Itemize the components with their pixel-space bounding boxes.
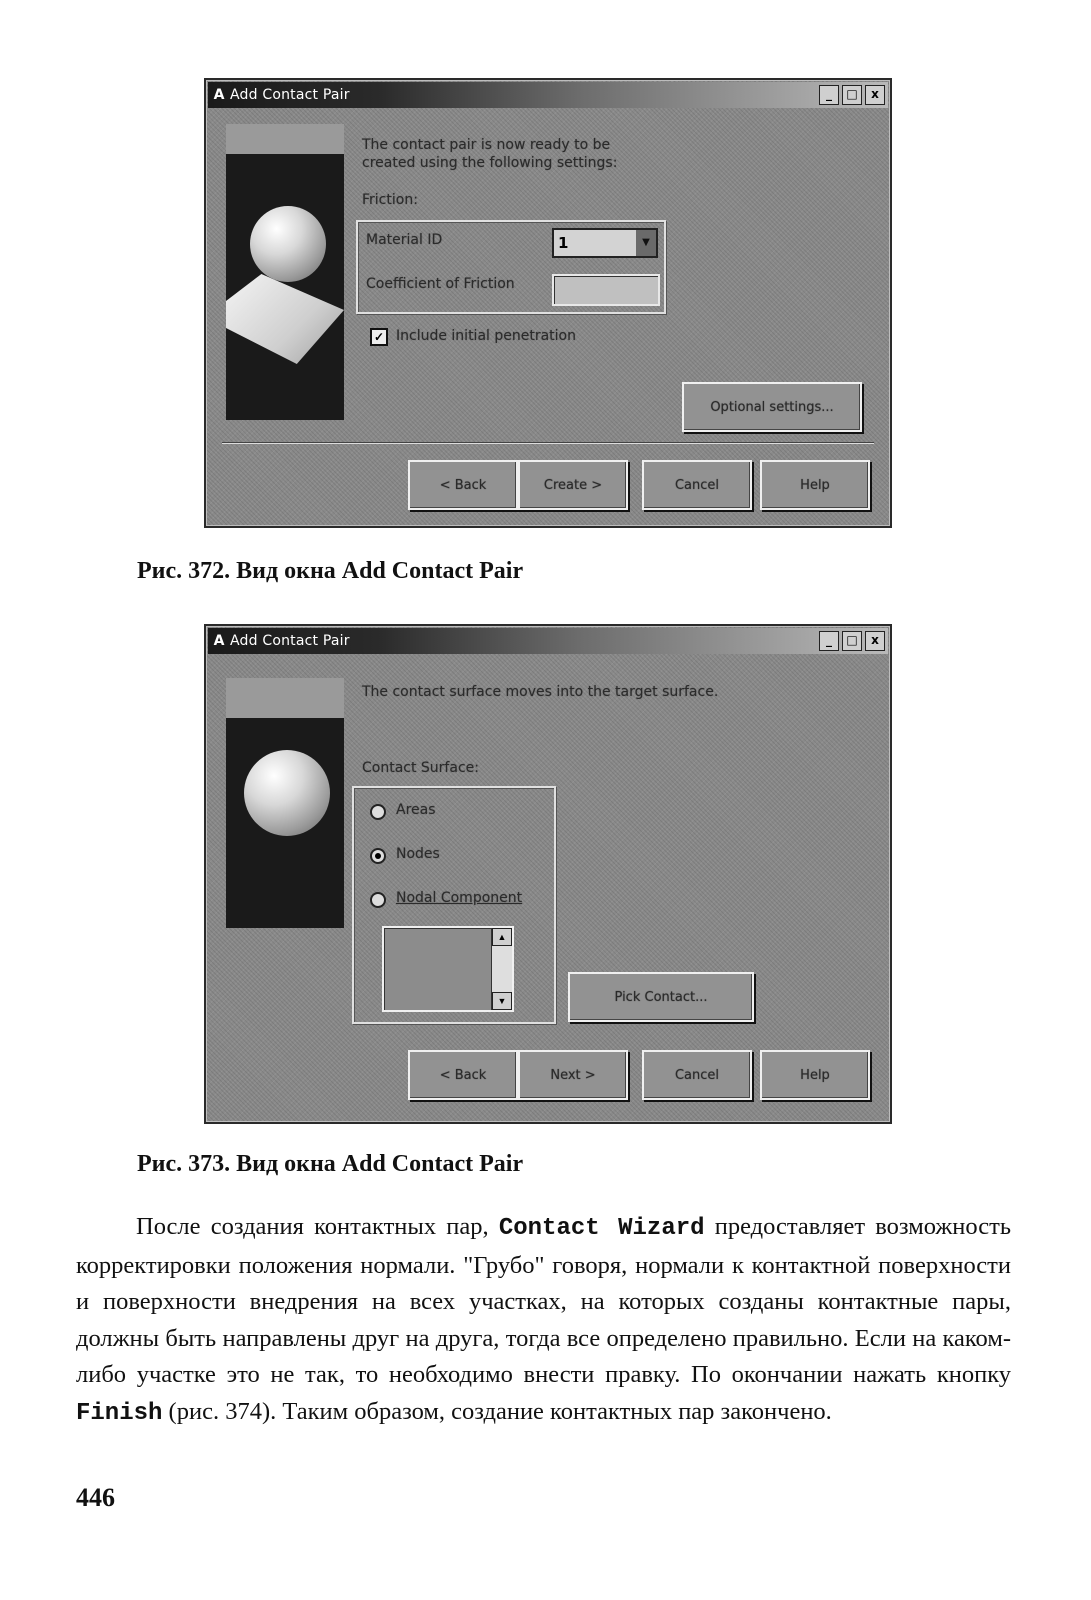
radio-nodes[interactable] (370, 848, 386, 864)
listbox-scrollbar[interactable] (491, 928, 512, 1010)
cancel-button[interactable]: Cancel (642, 1050, 752, 1100)
penetration-label: Include initial penetration (396, 328, 576, 344)
wedge-shape (226, 274, 344, 364)
material-id-select[interactable] (552, 228, 658, 258)
radio-nodes-label: Nodes (396, 846, 440, 862)
figure-372-caption: Рис. 372. Вид окна Add Contact Pair (137, 558, 524, 584)
title-bar (208, 82, 888, 108)
pick-contact-button[interactable]: Pick Contact... (568, 972, 754, 1022)
coef-friction-input[interactable] (552, 274, 660, 306)
help-button[interactable]: Help (760, 1050, 870, 1100)
add-contact-pair-window-2 (204, 624, 892, 1124)
back-button[interactable]: < Back (408, 1050, 518, 1100)
page-number: 446 (76, 1483, 115, 1512)
next-button[interactable]: Next > (518, 1050, 628, 1100)
paragraph-text-3: (рис. 374). Таким образом, создание контактных пар закончено. (162, 1397, 832, 1425)
contact-surface-label: Contact Surface: (362, 760, 479, 776)
separator (222, 442, 874, 444)
radio-areas[interactable] (370, 804, 386, 820)
friction-group-label: Friction: (362, 192, 418, 208)
radio-nodal-component[interactable] (370, 892, 386, 908)
radio-areas-label: Areas (396, 802, 436, 818)
paragraph-text-2: предоставляет возможность корректировки положения нормали. "Грубо" говоря, нормали к контактной поверхности и поверхности внедрения на всех участках, на которых созданы контактные пары, должны быть направлены друг на друга, тогда все определено правильно. Если на каком-либо участке это не так, то необходимо внести правку. По окончании нажать кнопку (76, 1213, 1012, 1388)
penetration-checkbox[interactable]: ✓ (370, 328, 388, 346)
material-id-value: 1 (558, 234, 569, 252)
wizard-illustration (226, 678, 344, 928)
radio-nodal-component-label: Nodal Component (396, 890, 523, 906)
app-icon: A (213, 633, 225, 649)
maximize-icon[interactable]: □ (842, 85, 862, 105)
sphere-shape (250, 206, 326, 282)
title-bar (208, 628, 888, 654)
scroll-down-icon[interactable]: ▼ (492, 992, 512, 1010)
component-listbox[interactable] (382, 926, 514, 1012)
window-title: Add Contact Pair (230, 633, 350, 649)
scroll-up-icon[interactable]: ▲ (492, 928, 512, 946)
back-button[interactable]: < Back (408, 460, 518, 510)
wizard-illustration (226, 124, 344, 420)
sphere-shape (244, 750, 330, 836)
finish-term: Finish (76, 1399, 163, 1427)
intro-text: The contact pair is now ready to be created using the following settings: (362, 137, 618, 171)
window-title: Add Contact Pair (230, 87, 350, 103)
figure-373-caption: Рис. 373. Вид окна Add Contact Pair (137, 1151, 524, 1177)
help-button[interactable]: Help (760, 460, 870, 510)
optional-settings-button[interactable]: Optional settings... (682, 382, 862, 432)
minimize-icon[interactable]: _ (819, 631, 839, 651)
body-paragraph (76, 1209, 1011, 1432)
cancel-button[interactable]: Cancel (642, 460, 752, 510)
contact-wizard-term: Contact Wizard (498, 1215, 705, 1242)
create-button[interactable]: Create > (518, 460, 628, 510)
coef-friction-label: Coefficient of Friction (366, 276, 515, 292)
app-icon: A (213, 87, 225, 103)
minimize-icon[interactable]: _ (819, 85, 839, 105)
add-contact-pair-window-1 (204, 78, 892, 528)
maximize-icon[interactable]: □ (842, 631, 862, 651)
paragraph-text-1: После создания контактных пар, (136, 1213, 499, 1240)
intro-text: The contact surface moves into the target surface. (362, 684, 719, 700)
chevron-down-icon[interactable]: ▼ (636, 230, 656, 256)
close-icon[interactable]: x (865, 85, 885, 105)
material-id-label: Material ID (366, 232, 443, 248)
close-icon[interactable]: x (865, 631, 885, 651)
